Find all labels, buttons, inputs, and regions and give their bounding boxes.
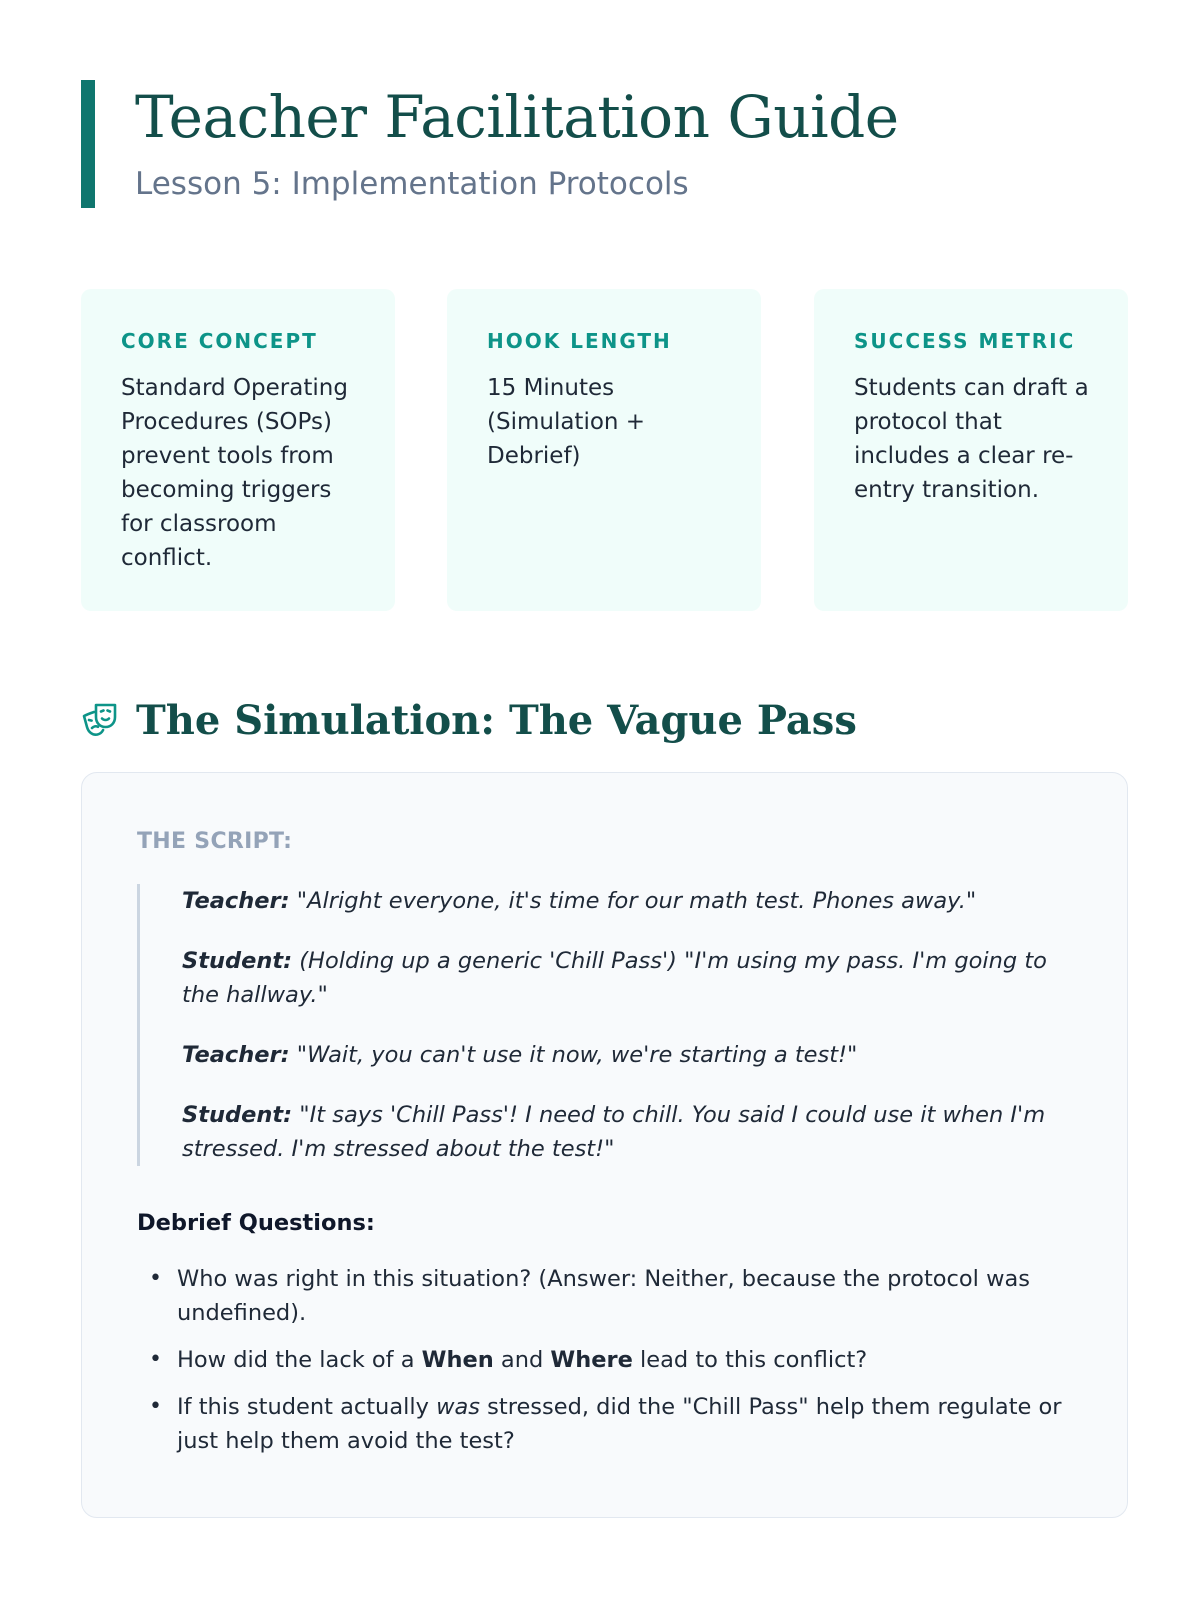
question-emphasis: Where	[550, 1347, 633, 1373]
question-text: Who was right in this situation? (Answer: Neither, because the protocol was undefined).	[177, 1266, 1030, 1326]
page-subtitle: Lesson 5: Implementation Protocols	[135, 166, 689, 202]
debrief-question-list	[137, 1262, 1075, 1458]
card-text: Standard Operating Procedures (SOPs) prevent tools from becoming triggers for classroom conflict.	[121, 375, 348, 571]
page-header	[81, 80, 1121, 208]
dialogue-text: "It says 'Chill Pass'! I need to chill. You said I could use it when I'm stressed. I'm stressed about the test!"	[182, 1102, 1046, 1162]
card-label: SUCCESS METRIC	[854, 329, 1076, 353]
script-line	[182, 1098, 1075, 1166]
question-emphasis: was	[436, 1394, 481, 1420]
script-block	[137, 884, 1075, 1166]
section-title: The Simulation: The Vague Pass	[136, 696, 857, 744]
dialogue-text: (Holding up a generic 'Chill Pass') "I'm using my pass. I'm going to the hallway."	[182, 948, 1047, 1008]
script-line	[182, 884, 1075, 918]
script-label: THE SCRIPT:	[137, 829, 293, 854]
card-core-concept	[81, 289, 395, 611]
debrief-heading: Debrief Questions:	[137, 1210, 375, 1236]
card-text: Students can draft a protocol that includes a clear re-entry transition.	[854, 375, 1089, 503]
question-emphasis: When	[421, 1347, 494, 1373]
speaker-label: Teacher:	[182, 1042, 290, 1068]
page-title: Teacher Facilitation Guide	[135, 83, 899, 151]
question-text-end: stressed, did the "Chill Pass" help them regulate or just help them avoid the test?	[177, 1394, 1062, 1454]
script-line	[182, 1038, 1075, 1072]
bullet-icon: •	[149, 1394, 162, 1419]
bullet-icon: •	[149, 1347, 162, 1372]
script-line	[182, 944, 1075, 1012]
question-text-mid: and	[493, 1347, 551, 1373]
question-text-start: If this student actually	[177, 1394, 437, 1420]
card-success-metric	[814, 289, 1128, 611]
card-hook-length	[447, 289, 761, 611]
question-text-end: lead to this conflict?	[632, 1347, 868, 1373]
summary-cards	[81, 289, 1128, 611]
list-item	[137, 1262, 1075, 1330]
speaker-label: Teacher:	[182, 888, 290, 914]
question-text-start: How did the lack of a	[177, 1347, 422, 1373]
simulation-panel	[81, 772, 1128, 1518]
list-item	[137, 1390, 1075, 1458]
simulation-heading	[81, 695, 857, 745]
speaker-label: Student:	[182, 948, 293, 974]
theater-masks-icon	[81, 700, 121, 740]
card-label: HOOK LENGTH	[487, 329, 672, 353]
speaker-label: Student:	[182, 1102, 293, 1128]
list-item	[137, 1343, 1075, 1377]
dialogue-text: "Alright everyone, it's time for our math test. Phones away."	[296, 888, 977, 914]
card-label: CORE CONCEPT	[121, 329, 318, 353]
card-text: 15 Minutes (Simulation + Debrief)	[487, 375, 646, 469]
bullet-icon: •	[149, 1266, 162, 1291]
dialogue-text: "Wait, you can't use it now, we're starting a test!"	[296, 1042, 858, 1068]
